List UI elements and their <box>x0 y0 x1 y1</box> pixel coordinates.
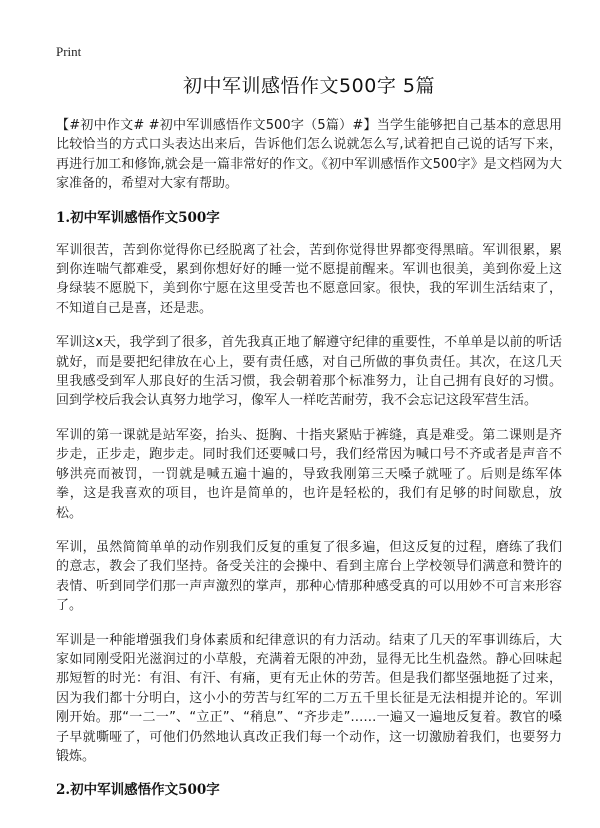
body-paragraph: 军训是一种能增强我们身体素质和纪律意识的有力活动。结束了几天的军事训练后，大家如同刚受阳光滋润过的小草般，充满着无限的冲劲，显得无比生机盎然。静心回味起那短暂的时光：有泪、有汗、有痛，更有无止休的劳苦。但是我们都坚强地挺了过来，因为我们都十分明白，这小小的劳苦与红军的二万五千里长征是无法相提并论的。军训刚开始。那“一二一”、“立正”、“稍息”、“齐步走”……一遍又一遍地反复着。教官的嗓子早就嘶哑了，可他们仍然地认真改正我们每一个动作，这一切激励着我们，也要努力锻炼。 <box>56 632 562 764</box>
section-heading: 2.初中军训感悟作文500字 <box>56 782 220 799</box>
page-title: 初中军训感悟作文500字 5篇 <box>183 75 435 97</box>
section-heading: 1.初中军训感悟作文500字 <box>56 209 220 226</box>
print-link[interactable]: Print <box>56 44 82 59</box>
body-paragraph: 军训这x天，我学到了很多，首先我真正地了解遵守纪律的重要性，不单单是以前的听话就好，而是要把纪律放在心上，要有责任感，对自己所做的事负责任。其次，在这几天里我感受到军人那良好的生活习惯，我会朝着那个标准努力，让自己拥有良好的习惯。回到学校后我会认真努力地学习，像军人一样吃苦耐劳，我不会忘记这段军营生活。 <box>56 335 562 409</box>
intro-paragraph: 【#初中作文# #初中军训感悟作文500字（5篇）#】当学生能够把自己基本的意思用比较恰当的方式口头表达出来后，告诉他们怎么说就怎么写,试着把自己说的话写下来，再进行加工和修饰,就会是一篇非常好的作文。《初中军训感悟作文500字》是文档网为大家准备的，希望对大家有帮助。 <box>56 118 562 192</box>
body-paragraph: 军训很苦，苦到你觉得你已经脱离了社会，苦到你觉得世界都变得黑暗。军训很累，累到你连喘气都难受，累到你想好好的睡一觉不愿提前醒来。军训也很美，美到你爱上这身绿装不愿脱下，美到你宁愿在这里受苦也不愿意回家。很快，我的军训生活结束了，不知道自己是喜，还是悲。 <box>56 242 562 316</box>
body-paragraph: 军训，虽然简简单单的动作别我们反复的重复了很多遍，但这反复的过程，磨练了我们的意志，教会了我们坚持。备受关注的会操中、看到主席台上学校领导们满意和赞许的表情、听到同学们那一声声激烈的掌声，那种心情那种感受真的可以用妙不可言来形容了。 <box>56 539 562 614</box>
body-paragraph: 军训的第一课就是站军姿，抬头、挺胸、十指夹紧贴于裤缝，真是难受。第二课则是齐步走，正步走，跑步走。同时我们还要喊口号，我们经常因为喊口号不齐或者是声音不够洪亮而被罚，一罚就是喊五遍十遍的，导致我刚第三天嗓子就哑了。后则是练军体拳，这是我喜欢的项目，也许是简单的，也许是轻松的，我们有足够的时间歇息，放松。 <box>56 427 562 521</box>
